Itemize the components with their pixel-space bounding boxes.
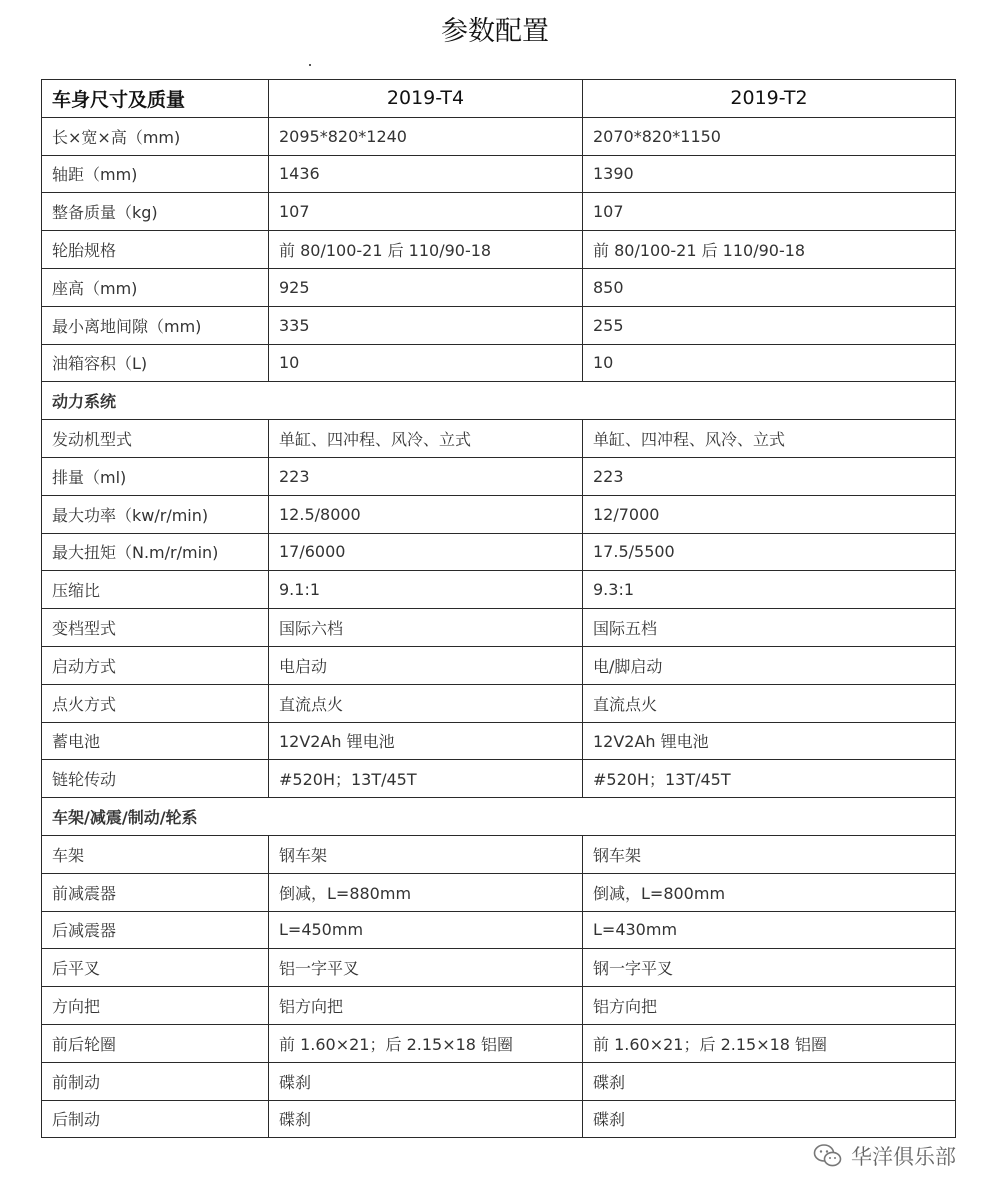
spec-label: 长×宽×高（mm) — [42, 117, 269, 155]
table-row — [42, 911, 956, 949]
spec-label: 轮胎规格 — [42, 231, 269, 269]
table-row — [42, 344, 956, 382]
model-a-value: 前 80/100-21 后 110/90-18 — [269, 231, 583, 269]
table-row — [42, 1062, 956, 1100]
model-a-value: 直流点火 — [269, 684, 583, 722]
model-a-value: 铝一字平叉 — [269, 949, 583, 987]
table-row — [42, 1100, 956, 1138]
table-row — [42, 987, 956, 1025]
model-b-value: 国际五档 — [583, 609, 956, 647]
spec-label: 车架 — [42, 835, 269, 873]
model-b-value: 前 1.60×21；后 2.15×18 铝圈 — [583, 1024, 956, 1062]
spec-label: 后制动 — [42, 1100, 269, 1138]
spec-label: 最大扭矩（N.m/r/min) — [42, 533, 269, 571]
model-a-value: 碟刹 — [269, 1062, 583, 1100]
stray-dot — [309, 64, 311, 66]
spec-label: 整备质量（kg) — [42, 193, 269, 231]
model-a-value: 碟刹 — [269, 1100, 583, 1138]
table-row — [42, 949, 956, 987]
table-row — [42, 193, 956, 231]
model-a-value: 925 — [269, 268, 583, 306]
table-row — [42, 117, 956, 155]
table-row — [42, 495, 956, 533]
model-a-value: 107 — [269, 193, 583, 231]
model-a-value: 223 — [269, 457, 583, 495]
section-header-row — [42, 798, 956, 836]
model-a-value: 9.1:1 — [269, 571, 583, 609]
spec-label: 排量（ml) — [42, 457, 269, 495]
table-row — [42, 155, 956, 193]
model-a-value: 前 1.60×21；后 2.15×18 铝圈 — [269, 1024, 583, 1062]
model-a-value: 17/6000 — [269, 533, 583, 571]
model-b-value: 17.5/5500 — [583, 533, 956, 571]
spec-label: 链轮传动 — [42, 760, 269, 798]
section-title: 动力系统 — [42, 382, 956, 420]
model-b-value: 碟刹 — [583, 1062, 956, 1100]
model-b-value: 直流点火 — [583, 684, 956, 722]
table-row — [42, 420, 956, 458]
footer-text: 华洋俱乐部 — [851, 1145, 956, 1169]
model-b-value: 255 — [583, 306, 956, 344]
model-a-header: 2019-T4 — [269, 80, 583, 118]
spec-label: 轴距（mm) — [42, 155, 269, 193]
spec-label: 启动方式 — [42, 646, 269, 684]
model-a-value: 1436 — [269, 155, 583, 193]
model-a-value: 12V2Ah 锂电池 — [269, 722, 583, 760]
model-b-value: L=430mm — [583, 911, 956, 949]
model-b-value: 2070*820*1150 — [583, 117, 956, 155]
model-b-value: 107 — [583, 193, 956, 231]
spec-label: 发动机型式 — [42, 420, 269, 458]
model-a-value: 12.5/8000 — [269, 495, 583, 533]
model-a-value: L=450mm — [269, 911, 583, 949]
table-row — [42, 722, 956, 760]
section-header-row — [42, 382, 956, 420]
model-b-value: 铝方向把 — [583, 987, 956, 1025]
table-row — [42, 571, 956, 609]
wechat-icon — [813, 1143, 843, 1169]
table-row — [42, 646, 956, 684]
spec-label: 后减震器 — [42, 911, 269, 949]
spec-label: 油箱容积（L) — [42, 344, 269, 382]
model-b-value: 850 — [583, 268, 956, 306]
model-b-value: 钢车架 — [583, 835, 956, 873]
spec-label: 后平叉 — [42, 949, 269, 987]
model-b-value: 12/7000 — [583, 495, 956, 533]
section-title: 车架/减震/制动/轮系 — [42, 798, 956, 836]
table-row — [42, 268, 956, 306]
model-a-value: #520H；13T/45T — [269, 760, 583, 798]
model-a-value: 钢车架 — [269, 835, 583, 873]
spec-label: 蓄电池 — [42, 722, 269, 760]
model-a-value: 铝方向把 — [269, 987, 583, 1025]
model-b-value: 前 80/100-21 后 110/90-18 — [583, 231, 956, 269]
table-row — [42, 306, 956, 344]
spec-label: 变档型式 — [42, 609, 269, 647]
page-title: 参数配置 — [441, 16, 549, 47]
table-row — [42, 457, 956, 495]
spec-label: 前减震器 — [42, 873, 269, 911]
model-b-value: 钢一字平叉 — [583, 949, 956, 987]
spec-label: 方向把 — [42, 987, 269, 1025]
spec-table — [41, 79, 956, 1138]
table-header-row — [42, 80, 956, 118]
table-row — [42, 873, 956, 911]
model-b-value: 电/脚启动 — [583, 646, 956, 684]
model-b-value: 12V2Ah 锂电池 — [583, 722, 956, 760]
table-row — [42, 835, 956, 873]
spec-label: 座高（mm) — [42, 268, 269, 306]
footer-watermark — [813, 1141, 956, 1171]
model-a-value: 电启动 — [269, 646, 583, 684]
table-row — [42, 1024, 956, 1062]
model-a-value: 2095*820*1240 — [269, 117, 583, 155]
spec-label: 前后轮圈 — [42, 1024, 269, 1062]
table-row — [42, 533, 956, 571]
table-row — [42, 760, 956, 798]
section-title-dimensions: 车身尺寸及质量 — [42, 80, 269, 118]
model-a-value: 10 — [269, 344, 583, 382]
model-b-value: 223 — [583, 457, 956, 495]
model-a-value: 335 — [269, 306, 583, 344]
model-b-value: 10 — [583, 344, 956, 382]
model-b-value: #520H；13T/45T — [583, 760, 956, 798]
model-b-header: 2019-T2 — [583, 80, 956, 118]
model-a-value: 单缸、四冲程、风冷、立式 — [269, 420, 583, 458]
model-b-value: 碟刹 — [583, 1100, 956, 1138]
model-a-value: 倒减，L=880mm — [269, 873, 583, 911]
model-a-value: 国际六档 — [269, 609, 583, 647]
model-b-value: 单缸、四冲程、风冷、立式 — [583, 420, 956, 458]
spec-label: 前制动 — [42, 1062, 269, 1100]
spec-label: 点火方式 — [42, 684, 269, 722]
model-b-value: 9.3:1 — [583, 571, 956, 609]
table-row — [42, 684, 956, 722]
model-b-value: 倒减，L=800mm — [583, 873, 956, 911]
spec-label: 最大功率（kw/r/min) — [42, 495, 269, 533]
spec-label: 最小离地间隙（mm) — [42, 306, 269, 344]
table-row — [42, 609, 956, 647]
spec-label: 压缩比 — [42, 571, 269, 609]
table-row — [42, 231, 956, 269]
model-b-value: 1390 — [583, 155, 956, 193]
